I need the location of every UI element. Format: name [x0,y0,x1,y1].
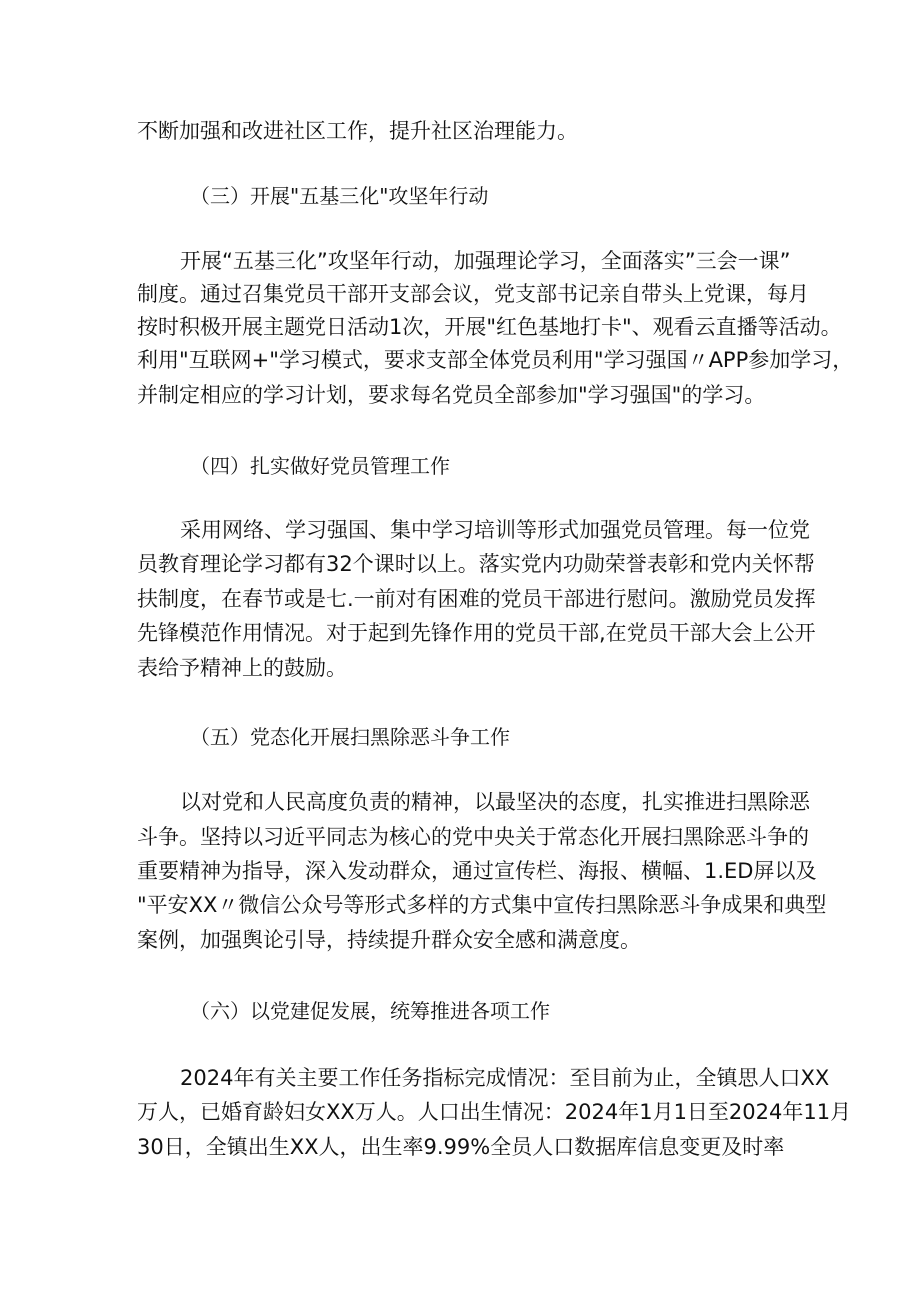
body-line: 万人，已婚育龄妇女XX万人。人口出生情况：2024年1月1日至2024年11月 [137,1100,852,1124]
body-line: 开展“五基三化”攻坚年行动，加强理论学习，全面落实”三会一课” [180,249,791,273]
body-line: 利用"互联网+"学习模式，要求支部全体党员利用"学习强国〃APP参加学习， [137,348,854,372]
body-line: 扶制度，在春节或是七.一前对有困难的党员干部进行慰问。激励党员发挥 [137,587,816,611]
body-line: 采用网络、学习强国、集中学习培训等形式加强党员管理。每一位党 [180,518,810,542]
body-line: "平安XX〃微信公众号等形式多样的方式集中宣传扫黑除恶斗争成果和典型 [137,893,827,917]
body-line: 以对党和人民高度负责的精神，以最坚决的态度，扎实推进扫黑除恶 [180,790,810,814]
body-line: 斗争。坚持以习近平同志为核心的党中央关于常态化开展扫黑除恶斗争的 [137,825,809,849]
body-line: 不断加强和改进社区工作，提升社区治理能力。 [137,119,578,143]
body-line: 2024年有关主要工作任务指标完成情况：至目前为止，全镇思人口XX [180,1066,830,1090]
body-line: 制度。通过召集党员干部开支部会议，党支部书记亲自带头上党课，每月 [137,282,809,306]
body-line: 并制定相应的学习计划，要求每名党员全部参加"学习强国"的学习。 [137,383,766,407]
body-line: 表给予精神上的鼓励。 [137,656,347,680]
body-line: 重要精神为指导，深入发动群众，通过宣传栏、海报、横幅、1.ED屏以及 [137,859,817,883]
body-line: 30日，全镇出生XX人，出生率9.99%全员人口数据库信息变更及时率 [137,1135,785,1159]
body-line: 员教育理论学习都有32个课时以上。落实党内功勋荣誉表彰和党内关怀帮 [137,552,815,576]
section-heading-5: （五）党态化开展扫黑除恶斗争工作 [190,725,510,749]
body-line: 先锋模范作用情况。对于起到先锋作用的党员干部,在党员干部大会上公开 [137,621,816,645]
section-heading-4: （四）扎实做好党员管理工作 [190,454,450,478]
section-heading-6: （六）以党建促发展，统筹推进各项工作 [190,999,550,1023]
section-heading-3: （三）开展"五基三化"攻坚年行动 [190,184,489,208]
body-line: 按时积极开展主题党日活动1次，开展"红色基地打卡"、观看云直播等活动。 [137,315,842,339]
body-line: 案例，加强舆论引导，持续提升群众安全感和满意度。 [137,928,641,952]
